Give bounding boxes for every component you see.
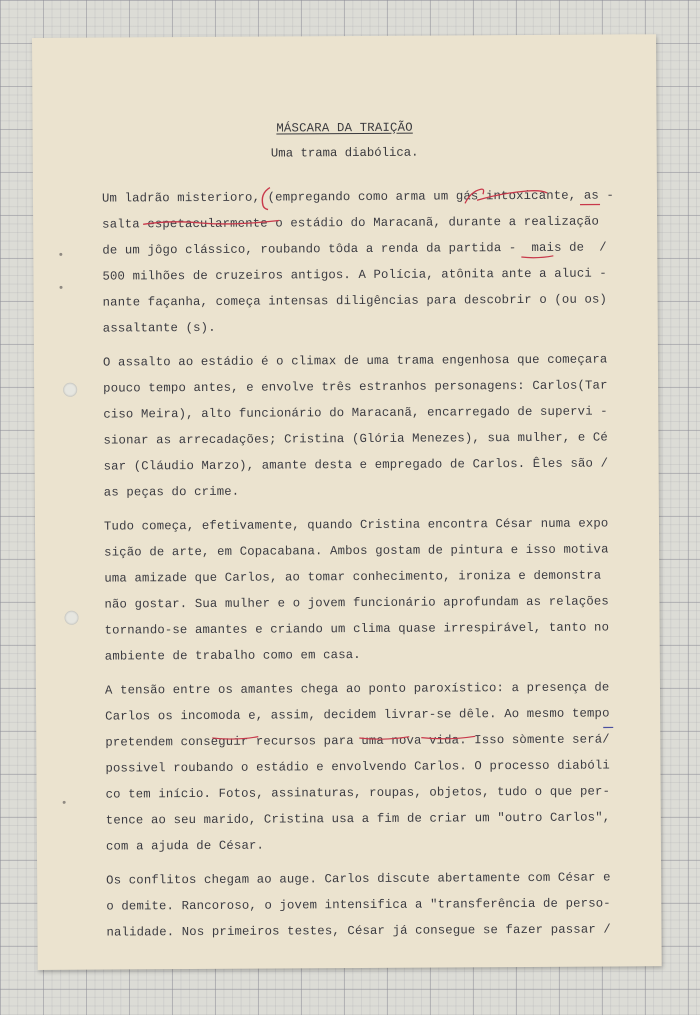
text-line: ambiente de trabalho como em casa. xyxy=(104,648,361,664)
text-line: possivel roubando o estádio e envolvendo Carlos. O processo diabóli xyxy=(105,758,610,776)
text-line: co tem início. Fotos, assinaturas, roupas, objetos, tudo o que per- xyxy=(105,784,611,802)
text-line: ciso Meira), alto funcionário do Maracanã, encarregado de supervi - xyxy=(103,404,608,422)
text-line: as peças do crime. xyxy=(103,484,240,500)
margin-dot xyxy=(60,286,63,289)
text-line: não gostar. Sua mulher e o jovem funcionário aprofundam as relações xyxy=(104,594,609,612)
margin-dot xyxy=(59,253,62,256)
text-line: Um ladrão misterioro, (empregando como arma um gás intoxicante, as - xyxy=(101,188,615,206)
text-line: Tudo começa, efetivamente, quando Cristina encontra César numa expo xyxy=(103,516,609,534)
text-line: o demite. Rancoroso, o jovem intensifica a "transferência de perso- xyxy=(106,896,611,914)
text-line: de um jôgo clássico, roubando tôda a renda da partida - mais de / xyxy=(102,240,607,258)
text-line: A tensão entre os amantes chega ao ponto paroxístico: a presença de xyxy=(104,680,610,698)
typed-page xyxy=(32,34,662,970)
text-line: Os conflitos chegam ao auge. Carlos discute abertamente com César e xyxy=(106,870,611,888)
body-text xyxy=(102,182,657,945)
text-line: nante façanha, começa intensas diligências para descobrir o (ou os) xyxy=(102,292,608,310)
text-line: 500 milhões de cruzeiros antigos. A Polícia, atônita ante a aluci - xyxy=(102,266,607,284)
text-line: sionar as arrecadações; Cristina (Glória Menezes), sua mulher, e Cé xyxy=(103,430,608,448)
text-line: pouco tempo antes, e envolve três estranhos personagens: Carlos(Tar xyxy=(103,378,608,396)
text-line: sição de arte, em Copacabana. Ambos gostam de pintura e isso motiva xyxy=(104,542,609,560)
text-line: tence ao seu marido, Cristina usa a fim de criar um "outro Carlos", xyxy=(105,810,611,828)
text-line: nalidade. Nos primeiros testes, César já consegue se fazer passar / xyxy=(106,922,611,940)
text-line: com a ajuda de César. xyxy=(105,838,265,854)
punch-hole-bottom xyxy=(64,611,78,625)
document-subtitle: Uma trama diabólica. xyxy=(270,145,419,161)
text-line: sar (Cláudio Marzo), amante desta e empregado de Carlos. Êles são / xyxy=(103,456,609,474)
text-line: O assalto ao estádio é o climax de uma trama engenhosa que começara xyxy=(102,352,608,370)
punch-hole-top xyxy=(63,383,77,397)
document-title: MÁSCARA DA TRAIÇÃO xyxy=(276,120,413,136)
text-line: uma amizade que Carlos, ao tomar conhecimento, ironiza e demonstra xyxy=(104,568,602,586)
text-line: salta espetacularmente o estádio do Maracanã, durante a realização xyxy=(102,214,600,232)
text-line: Carlos os incomoda e, assim, decidem livrar-se dêle. Ao mesmo tempo xyxy=(105,706,610,724)
text-line: assaltante (s). xyxy=(102,320,216,336)
text-line: pretendem conseguir recursos para uma nova vida. Isso sòmente será/ xyxy=(105,732,610,750)
margin-dot xyxy=(63,801,66,804)
text-line: tornando-se amantes e criando um clima quase irrespirável, tanto no xyxy=(104,620,610,638)
